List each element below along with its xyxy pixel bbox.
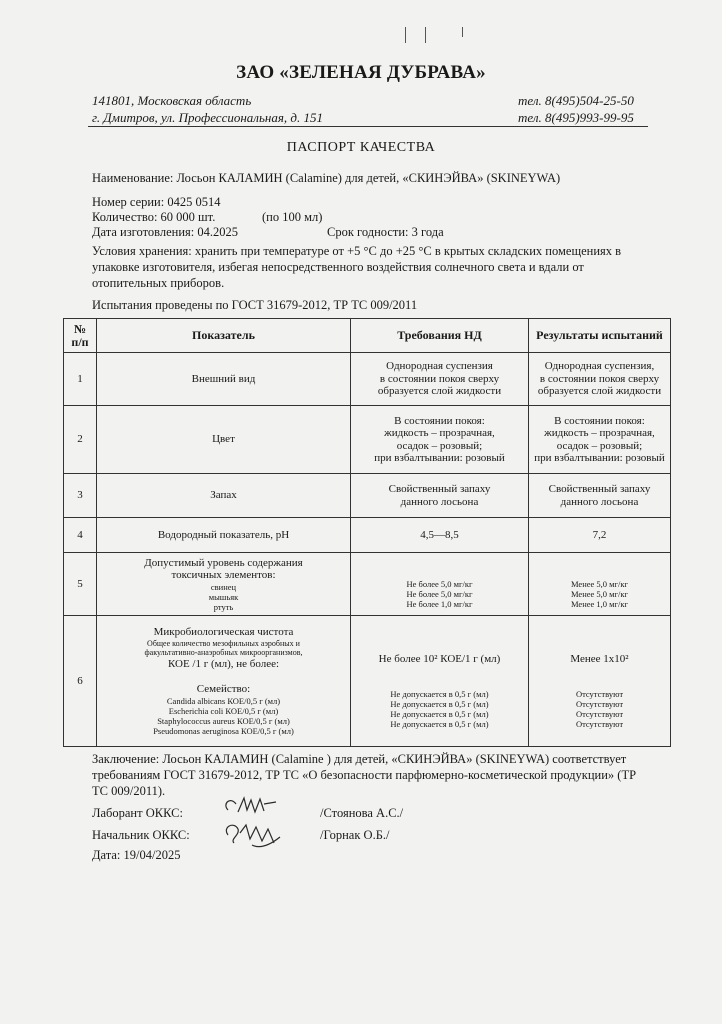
tests-standard: Испытания проведены по ГОСТ 31679-2012, ТР ТС 009/2011 (92, 298, 418, 312)
result-cell: 7,2 (529, 518, 671, 553)
header-number: № п/п (64, 319, 97, 353)
indicator-cell: Микробиологическая чистота Общее количество мезофильных аэробных и факультативно-анаэробных микроорганизмов, КОЕ /1 г (мл), не более: Семейство: Candida albicans КОЕ/0,5 г (мл) Escherichia coli КОЕ/0,5 г (мл) Staphylococcus aureus КОЕ/0,5 г (мл) Pseudomonas aeruginosa КОЕ/0,5 г (мл) (97, 616, 351, 747)
shelf-life: Срок годности: 3 года (327, 225, 444, 239)
address-line2: г. Дмитров, ул. Профессиональная, д. 151 (92, 110, 323, 125)
company-name: ЗАО «ЗЕЛЕНАЯ ДУБРАВА» (236, 62, 486, 83)
row-number: 6 (64, 616, 97, 747)
address-line1: 141801, Московская область (92, 93, 252, 108)
scan-mark (462, 27, 463, 37)
requirement-cell: Свойственный запаху данного лосьона (351, 474, 529, 518)
conclusion-line: требованиям ГОСТ 31679-2012, ТР ТС «О безопасности парфюмерно-косметической продукции» (ТР (92, 768, 637, 782)
indicator-cell: Водородный показатель, pH (97, 518, 351, 553)
quantity: Количество: 60 000 шт. (92, 210, 216, 224)
conclusion-line: Заключение: Лосьон КАЛАМИН (Calamine ) для детей, «СКИНЭЙВА» (SKINEYWA) соответствует (92, 752, 627, 766)
table-row (64, 406, 671, 474)
series-number: Номер серии: 0425 0514 (92, 195, 221, 209)
lab-name: /Стоянова А.С./ (320, 806, 404, 820)
phone-1: тел. 8(495)504-25-50 (518, 93, 634, 108)
storage-line: упаковке изготовителя, избегая непосредственного воздействия солнечного света и вдали от (92, 260, 584, 274)
result-cell: Свойственный запаху данного лосьона (529, 474, 671, 518)
table-header-row (64, 319, 671, 353)
scan-mark (405, 27, 406, 43)
document-title: ПАСПОРТ КАЧЕСТВА (286, 140, 436, 155)
row-number: 3 (64, 474, 97, 518)
head-name: /Горнак О.Б./ (320, 828, 390, 842)
table-row (64, 553, 671, 616)
requirement-cell: Однородная суспензия в состоянии покоя сверху образуется слой жидкости (351, 353, 529, 406)
manufacture-date: Дата изготовления: 04.2025 (92, 225, 238, 239)
result-cell: Однородная суспензия, в состоянии покоя сверху образуется слой жидкости (529, 353, 671, 406)
row-number: 5 (64, 553, 97, 616)
result-cell: В состоянии покоя: жидкость – прозрачная, осадок – розовый; при взбалтывании: розовый (529, 406, 671, 474)
requirement-cell: 4,5—8,5 (351, 518, 529, 553)
product-name: Наименование: Лосьон КАЛАМИН (Calamine) для детей, «СКИНЭЙВА» (SKINEYWA) (92, 171, 561, 185)
scan-mark (425, 27, 426, 43)
head-label: Начальник ОККС: (92, 828, 190, 842)
result-cell: Менее 1x10² Отсутствуют Отсутствуют Отсутствуют Отсутствуют (529, 616, 671, 747)
table-row (64, 474, 671, 518)
row-number: 2 (64, 406, 97, 474)
sign-date: Дата: 19/04/2025 (92, 848, 181, 862)
conclusion-line: ТС 009/2011). (92, 784, 166, 798)
quality-table (63, 318, 671, 747)
lab-label: Лаборант ОККС: (92, 806, 183, 820)
requirement-cell: Не более 10² КОЕ/1 г (мл) Не допускается в 0,5 г (мл) Не допускается в 0,5 г (мл) Не допускается в 0,5 г (мл) Не допускается в 0,5 г (мл) (351, 616, 529, 747)
indicator-cell: Внешний вид (97, 353, 351, 406)
header-result: Результаты испытаний (529, 319, 671, 353)
table-row (64, 353, 671, 406)
phone-2: тел. 8(495)993-99-95 (518, 110, 634, 125)
table-row (64, 518, 671, 553)
header-indicator: Показатель (97, 319, 351, 353)
requirement-cell: Не более 5,0 мг/кг Не более 5,0 мг/кг Не более 1,0 мг/кг (351, 553, 529, 616)
requirement-cell: В состоянии покоя: жидкость – прозрачная, осадок – розовый; при взбалтывании: розовый (351, 406, 529, 474)
indicator-cell: Запах (97, 474, 351, 518)
table-row (64, 616, 671, 747)
result-cell: Менее 5,0 мг/кг Менее 5,0 мг/кг Менее 1,0 мг/кг (529, 553, 671, 616)
row-number: 1 (64, 353, 97, 406)
storage-line: отопительных приборов. (92, 276, 225, 290)
head-signature (218, 815, 288, 855)
indicator-cell: Цвет (97, 406, 351, 474)
indicator-cell: Допустимый уровень содержания токсичных элементов: свинец мышьяк ртуть (97, 553, 351, 616)
row-number: 4 (64, 518, 97, 553)
header-divider (88, 126, 648, 127)
storage-line: Условия хранения: хранить при температуре от +5 °С до +25 °С в крытых складских помещениях в (92, 244, 622, 258)
header-requirement: Требования НД (351, 319, 529, 353)
volume: (по 100 мл) (262, 210, 323, 224)
